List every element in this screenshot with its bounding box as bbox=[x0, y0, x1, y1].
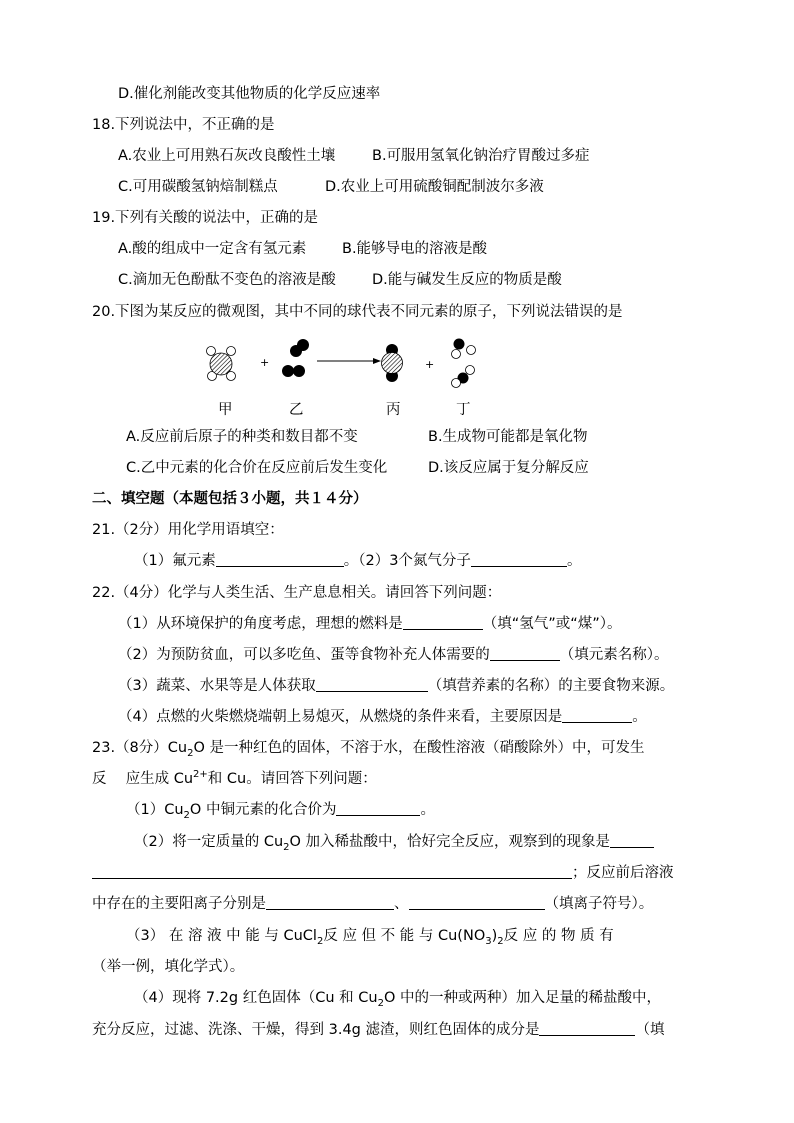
q19-option-b: B.能够导电的溶液是酸 bbox=[342, 241, 488, 257]
q21-part2: （2）3个氮气分子 bbox=[358, 553, 471, 569]
q22-part3: （3）蔬菜、水果等是人体获取 bbox=[118, 678, 316, 694]
q23-part2-line-3 bbox=[92, 894, 653, 914]
q18-option-d: D.农业上可用硫酸铜配制波尔多液 bbox=[325, 179, 544, 195]
q23-p4-b: O 中的一种或两种）加入足量的稀盐酸中， bbox=[383, 990, 661, 1006]
q22-blank-3[interactable] bbox=[316, 677, 428, 692]
q22-part1-end: （填“氢气”或“煤”）。 bbox=[482, 616, 622, 632]
label-ding: 丁 bbox=[456, 402, 471, 418]
q23-p2-a: （2）将一定质量的 Cu bbox=[134, 834, 284, 850]
q18-option-c: C.可用碳酸氢钠焙制糕点 bbox=[118, 179, 278, 195]
q23-p4-a: （4）现将 7.2g 红色固体（Cu 和 Cu bbox=[134, 990, 378, 1006]
q22-part4-end: 。 bbox=[632, 709, 647, 725]
q22-stem: 22.（4分）化学与人类生活、生产息息相关。请回答下列问题： bbox=[92, 585, 502, 601]
q23-p2-l3-end: （填离子符号）。 bbox=[544, 896, 654, 912]
q23-part2-line-1 bbox=[134, 832, 654, 852]
q23-p3-sub1: 2 bbox=[316, 935, 324, 947]
q23-p2-sub: 2 bbox=[283, 841, 290, 853]
q21-part2-end: 。 bbox=[566, 553, 582, 569]
q23-p1-b: O 中铜元素的化合价为 bbox=[189, 802, 337, 818]
molecule-ding bbox=[452, 339, 476, 388]
q22-part1: （1）从环境保护的角度考虑，理想的燃料是 bbox=[118, 616, 403, 632]
q22-blank-4[interactable] bbox=[562, 708, 632, 723]
q21-part1-end: 。 bbox=[343, 553, 359, 569]
q23-l1-sub: 2 bbox=[187, 747, 194, 759]
molecule-jia bbox=[207, 347, 236, 381]
q21-blank-2[interactable] bbox=[471, 552, 567, 567]
q21-part1: （1）氟元素 bbox=[134, 553, 216, 569]
q23-l2-a: 反 应生成 Cu bbox=[92, 771, 194, 787]
q23-p3-sub2: 3 bbox=[485, 935, 492, 947]
q22-part2: （2）为预防贫血，可以多吃鱼、蛋等食物补充人体需要的 bbox=[118, 647, 490, 663]
plus-sign-2: + bbox=[425, 358, 435, 371]
q20-option-a: A.反应前后原子的种类和数目都不变 bbox=[126, 429, 358, 445]
q19-option-c: C.滴加无色酚酞不变色的溶液是酸 bbox=[118, 272, 336, 288]
q23-p4-l2-end: （填 bbox=[635, 1022, 665, 1038]
q23-blank-1[interactable] bbox=[336, 801, 420, 816]
q23-p3-sub3: 2 bbox=[497, 935, 504, 947]
q20-stem: 20.下图为某反应的微观图，其中不同的球代表不同元素的原子，下列说法错误的是 bbox=[92, 304, 623, 320]
q18-option-a: A.农业上可用熟石灰改良酸性土壤 bbox=[118, 148, 336, 164]
q23-p1-sub: 2 bbox=[183, 809, 190, 821]
q22-line-4 bbox=[118, 707, 647, 727]
q23-p3-c: ) bbox=[491, 928, 498, 944]
section-2-title: 二、填空题（本题包括３小题，共１４分） bbox=[92, 491, 368, 507]
q23-part4-line-2 bbox=[92, 1020, 664, 1040]
q23-p1-end: 。 bbox=[420, 802, 435, 818]
q23-line-2 bbox=[92, 769, 377, 789]
q23-p3-b: 反 应 但 不 能 与 Cu(NO bbox=[323, 928, 486, 944]
q17-option-d: D.催化剂能改变其他物质的化学反应速率 bbox=[118, 86, 381, 102]
q23-part3-line-2: （举一例，填化学式）。 bbox=[92, 959, 245, 975]
q21-stem: 21.（2分）用化学用语填空： bbox=[92, 522, 284, 538]
q23-l2-b: 和 Cu。请回答下列问题： bbox=[207, 771, 377, 787]
q23-blank-4[interactable] bbox=[409, 895, 545, 910]
q23-p2-sep: 、 bbox=[394, 896, 409, 912]
q23-p4-sub: 2 bbox=[377, 997, 384, 1009]
q23-blank-2a[interactable] bbox=[610, 833, 654, 848]
q22-line-2 bbox=[118, 645, 668, 665]
q23-part2-line-2 bbox=[92, 863, 674, 883]
q22-part2-end: （填元素名称）。 bbox=[559, 647, 669, 663]
q23-part3-line-1 bbox=[126, 926, 614, 946]
q22-blank-1[interactable] bbox=[403, 615, 483, 630]
reaction-diagram bbox=[195, 332, 495, 396]
label-bing: 丙 bbox=[386, 402, 401, 418]
q23-blank-5[interactable] bbox=[539, 1021, 635, 1036]
q23-p3-d: 反 应 的 物 质 有 bbox=[503, 928, 614, 944]
q20-option-b: B.生成物可能都是氧化物 bbox=[428, 429, 588, 445]
molecule-yi bbox=[282, 339, 309, 377]
q23-line-1 bbox=[92, 738, 645, 758]
q23-p2-b: O 加入稀盐酸中，恰好完全反应，观察到的现象是 bbox=[289, 834, 611, 850]
molecule-bing bbox=[382, 344, 403, 382]
q23-part1-line bbox=[126, 800, 435, 820]
plus-sign-1: + bbox=[260, 356, 270, 369]
q19-option-a: A.酸的组成中一定含有氢元素 bbox=[118, 241, 307, 257]
q19-stem: 19.下列有关酸的说法中，正确的是 bbox=[92, 210, 319, 226]
q23-blank-3[interactable] bbox=[266, 895, 394, 910]
q19-option-d: D.能与碱发生反应的物质是酸 bbox=[372, 272, 562, 288]
q23-part4-line-1 bbox=[134, 988, 661, 1008]
q23-l1-b: O 是一种红色的固体，不溶于水，在酸性溶液（硝酸除外）中，可发生 bbox=[193, 740, 645, 756]
q22-part4: （4）点燃的火柴燃烧端朝上易熄灭，从燃烧的条件来看，主要原因是 bbox=[118, 709, 563, 725]
q21-line bbox=[134, 551, 581, 571]
q23-p3-a: （3） 在 溶 液 中 能 与 CuCl bbox=[126, 928, 317, 944]
q21-blank-1[interactable] bbox=[216, 552, 344, 567]
q18-stem: 18.下列说法中，不正确的是 bbox=[92, 117, 275, 133]
q22-line-1 bbox=[118, 614, 622, 634]
reaction-arrow bbox=[317, 358, 381, 364]
q23-p2-l3: 中存在的主要阳离子分别是 bbox=[92, 896, 266, 912]
q23-p4-l2: 充分反应，过滤、洗涤、干燥，得到 3.4g 滤渣，则红色固体的成分是 bbox=[92, 1022, 540, 1038]
label-yi: 乙 bbox=[289, 402, 304, 418]
q23-l2-sup: 2+ bbox=[193, 769, 208, 781]
q18-option-b: B.可服用氢氧化钠治疗胃酸过多症 bbox=[372, 148, 590, 164]
q22-part3-end: （填营养素的名称）的主要食物来源。 bbox=[427, 678, 675, 694]
q20-option-d: D.该反应属于复分解反应 bbox=[428, 460, 589, 476]
q23-p2-l2-end: ；反应前后溶液 bbox=[572, 865, 674, 881]
q22-blank-2[interactable] bbox=[490, 646, 560, 661]
q23-p1-a: （1）Cu bbox=[126, 802, 184, 818]
q20-option-c: C.乙中元素的化合价在反应前后发生变化 bbox=[126, 460, 388, 476]
label-jia: 甲 bbox=[218, 402, 233, 418]
q22-line-3 bbox=[118, 676, 674, 696]
q23-blank-2b[interactable] bbox=[92, 864, 572, 879]
q23-l1-a: 23.（8分）Cu bbox=[92, 740, 188, 756]
